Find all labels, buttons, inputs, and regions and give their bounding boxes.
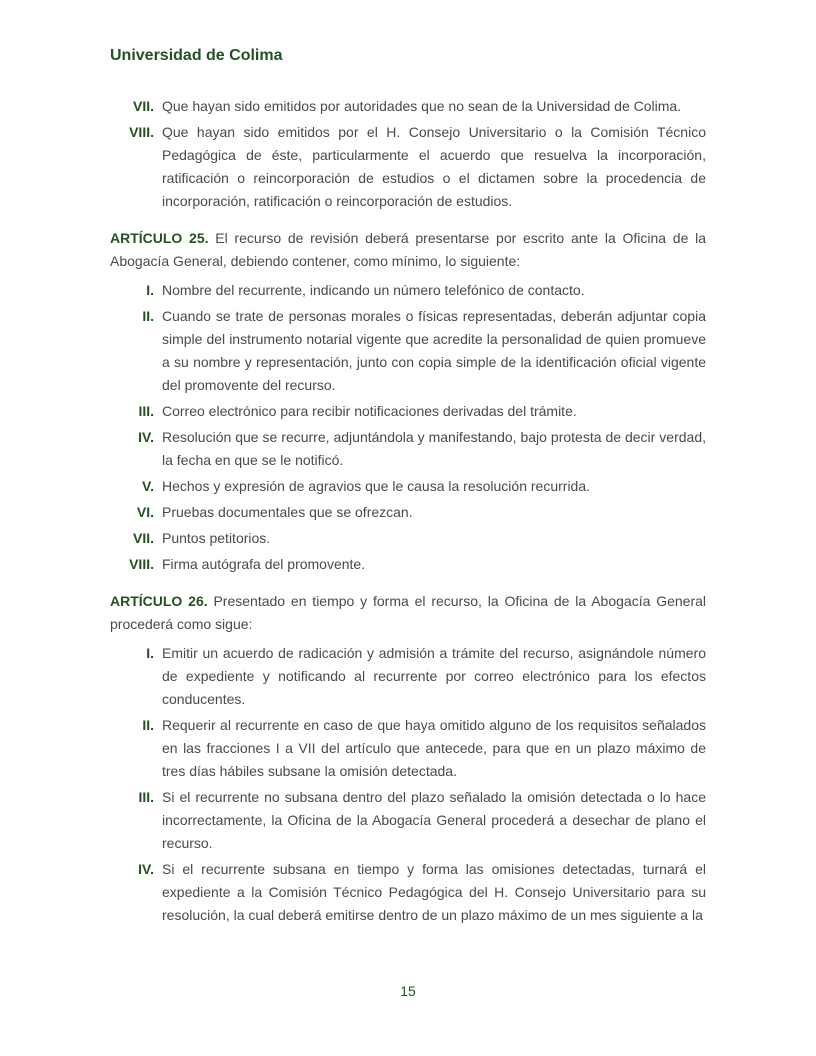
- page-content: [110, 44, 706, 930]
- list-item-numeral: II.: [142, 308, 154, 324]
- list-item: [110, 642, 706, 711]
- article-26-fraction-list: [110, 642, 706, 927]
- list-item: [110, 786, 706, 855]
- list-item-text: Cuando se trate de personas morales o físicas representadas, deberán adjuntar copia simple del instrumento notarial vigente que acredite la personalidad de quien promueve a su nombre y representación, junto con copia simple de la identificación oficial vigente del promovente del recurso.: [162, 308, 706, 393]
- article-26-text: Presentado en tiempo y forma el recurso, la Oficina de la Abogacía General procederá como sigue:: [110, 593, 707, 632]
- list-item: [110, 305, 706, 397]
- list-item-numeral: VII.: [132, 530, 154, 546]
- article-25-label: ARTÍCULO 25.: [110, 230, 209, 246]
- list-item-text: Si el recurrente no subsana dentro del plazo señalado la omisión detectada o lo hace incorrectamente, la Oficina de la Abogacía General procederá a desechar de plano el recurso.: [162, 789, 706, 851]
- list-item-text: Hechos y expresión de agravios que le causa la resolución recurrida.: [162, 478, 591, 494]
- list-item-numeral: I.: [146, 282, 154, 298]
- list-item-text: Requerir al recurrente en caso de que haya omitido alguno de los requisitos señalados en las fracciones I a VII del artículo que antecede, para que en un plazo máximo de tres días hábiles subsane la omisión detectada.: [162, 717, 706, 779]
- list-item: [110, 121, 706, 213]
- page-header: [110, 44, 706, 67]
- list-item: [110, 714, 706, 783]
- list-item-numeral: III.: [138, 403, 154, 419]
- fraction-list-continued: [110, 95, 706, 213]
- list-item-text: Si el recurrente subsana en tiempo y forma las omisiones detectadas, turnará el expediente a la Comisión Técnico Pedagógica del H. Consejo Universitario para su resolución, la cual deberá emitirse dentro de un plazo máximo de un mes siguiente a la: [162, 861, 706, 923]
- article-25-text: El recurso de revisión deberá presentarse por escrito ante la Oficina de la Abogacía General, debiendo contener, como mínimo, lo siguiente:: [110, 230, 706, 269]
- list-item: [110, 858, 706, 927]
- list-item-numeral: VI.: [136, 504, 154, 520]
- list-item-numeral: VIII.: [129, 124, 154, 140]
- list-item: [110, 475, 706, 498]
- list-item-numeral: III.: [138, 789, 154, 805]
- institution-name: Universidad de Colima: [110, 47, 283, 64]
- list-item-numeral: VIII.: [129, 556, 154, 572]
- list-item-text: Pruebas documentales que se ofrezcan.: [162, 504, 413, 520]
- list-item-text: Que hayan sido emitidos por el H. Consejo Universitario o la Comisión Técnico Pedagógica de éste, particularmente el acuerdo que resuelva la incorporación, ratificación o reincorporación de estudios o el dictamen sobre la procedencia de incorporación, ratificación o reincorporación de estudios.: [162, 124, 706, 209]
- list-item: [110, 279, 706, 302]
- list-item: [110, 400, 706, 423]
- list-item-numeral: V.: [142, 478, 154, 494]
- page-number: 15: [400, 983, 416, 999]
- list-item-text: Puntos petitorios.: [162, 530, 271, 546]
- list-item-text: Correo electrónico para recibir notificaciones derivadas del trámite.: [162, 403, 577, 419]
- list-item: [110, 553, 706, 576]
- list-item: [110, 527, 706, 550]
- list-item: [110, 426, 706, 472]
- list-item-numeral: II.: [142, 717, 154, 733]
- article-25-paragraph: [110, 227, 706, 273]
- page-footer: [0, 980, 816, 1003]
- list-item: [110, 95, 706, 118]
- list-item-text: Que hayan sido emitidos por autoridades que no sean de la Universidad de Colima.: [162, 98, 682, 114]
- list-item-numeral: IV.: [138, 429, 154, 445]
- list-item-text: Nombre del recurrente, indicando un número telefónico de contacto.: [162, 282, 585, 298]
- list-item-numeral: VII.: [132, 98, 154, 114]
- article-25-fraction-list: [110, 279, 706, 576]
- article-26-label: ARTÍCULO 26.: [110, 593, 208, 609]
- list-item-text: Firma autógrafa del promovente.: [162, 556, 366, 572]
- list-item-text: Emitir un acuerdo de radicación y admisión a trámite del recurso, asignándole número de expediente y notificando al recurrente por correo electrónico para los efectos conducentes.: [162, 645, 706, 707]
- list-item-numeral: I.: [146, 645, 154, 661]
- list-item-numeral: IV.: [138, 861, 154, 877]
- article-26-paragraph: [110, 590, 706, 636]
- list-item-text: Resolución que se recurre, adjuntándola y manifestando, bajo protesta de decir verdad, la fecha en que se le notificó.: [162, 429, 706, 468]
- list-item: [110, 501, 706, 524]
